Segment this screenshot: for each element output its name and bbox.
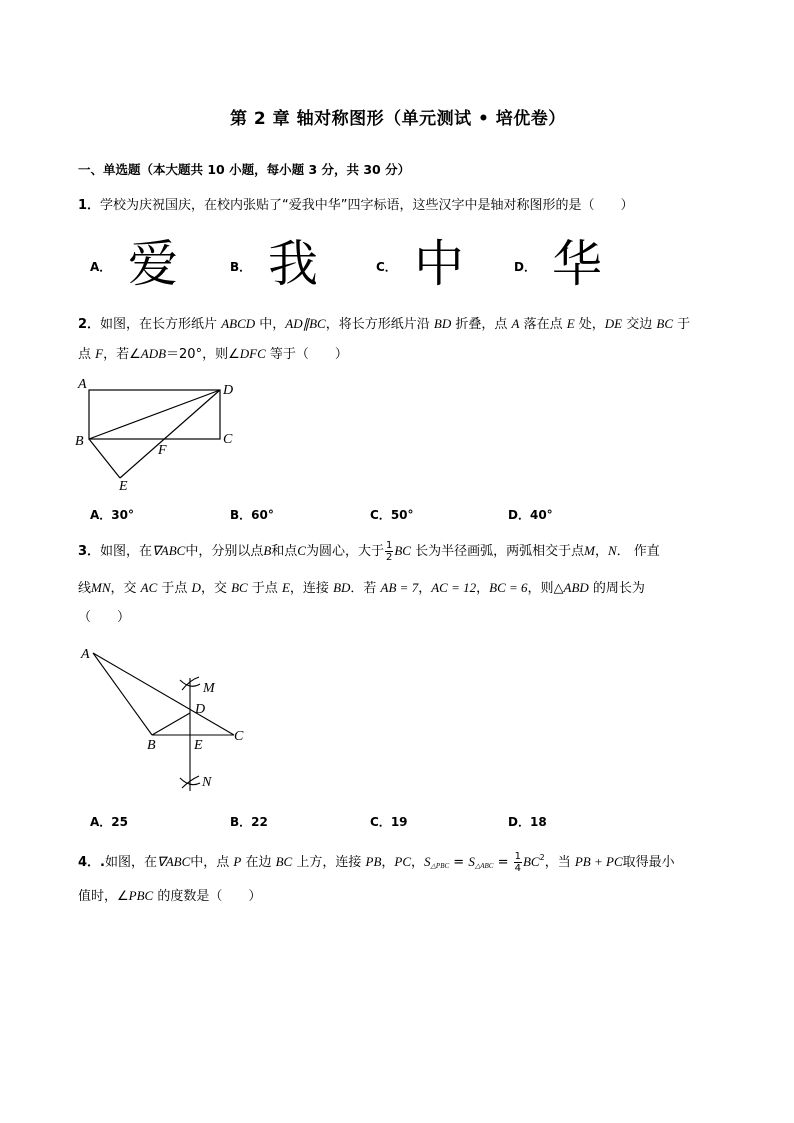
text-run: ．若 <box>350 581 381 596</box>
option-a[interactable] <box>90 813 128 830</box>
text-run: 中，分别以点 <box>185 544 264 559</box>
text-run: ，交 <box>110 581 141 596</box>
question-number: 2． <box>78 317 101 332</box>
math-var: BC <box>275 854 293 869</box>
math-var: BD <box>433 316 452 331</box>
math-var: S <box>424 854 431 869</box>
question-3-line-2 <box>78 578 645 599</box>
math-var: F <box>95 346 104 361</box>
math-var: C <box>297 543 306 558</box>
question-3-figure <box>72 638 262 798</box>
text-run: 为圆心，大于 <box>305 544 384 559</box>
math-var: PB <box>365 854 382 869</box>
math-var: BC <box>656 316 674 331</box>
text-run: 交边 <box>622 317 657 332</box>
text-run: 于 <box>673 317 691 332</box>
text-run: 的周长为 <box>588 581 645 596</box>
math-var: D <box>191 580 201 595</box>
text-run: 在边 <box>241 855 276 870</box>
math-var: S <box>468 854 475 869</box>
text-run: 值时，∠ <box>78 889 129 904</box>
text-run: ， <box>594 544 608 559</box>
question-number: 3． <box>78 544 101 559</box>
text-run: ，当 <box>544 855 575 870</box>
math-var: BC <box>522 854 540 869</box>
text-run: 中， <box>255 317 286 332</box>
fraction-one-quarter <box>514 851 522 874</box>
option-label: B． <box>230 508 252 522</box>
segment-ed <box>120 390 220 478</box>
text-run: 长为半径画弧，两弧相交于点 <box>410 544 585 559</box>
math-var: ∇ABC <box>152 543 186 558</box>
math-subscript: △PBC <box>430 862 450 870</box>
option-d[interactable] <box>508 506 553 523</box>
text-run: ，则△ <box>527 581 564 596</box>
option-b-label[interactable]: B． <box>230 260 252 274</box>
math-var: B <box>263 543 272 558</box>
math-var: AD∥BC <box>285 316 326 331</box>
question-2-line-2 <box>78 344 348 365</box>
option-value: 60° <box>251 508 274 522</box>
label-a: A <box>81 647 90 662</box>
text-run: = <box>493 855 513 870</box>
option-c-char: 中 <box>414 235 464 293</box>
text-run: 如图，在 <box>100 544 153 559</box>
text-run: ， <box>418 581 432 596</box>
math-var: BC <box>394 543 411 558</box>
text-run: 如图，在长方形纸片 <box>100 317 222 332</box>
option-d[interactable] <box>508 813 547 830</box>
text-run: 折叠，点 <box>451 317 512 332</box>
option-b[interactable] <box>230 813 268 830</box>
option-label: D． <box>508 508 530 522</box>
label-d: D <box>195 702 206 717</box>
math-subscript: △ABC <box>474 862 494 870</box>
segment-be <box>89 439 120 478</box>
option-d-char: 华 <box>552 235 602 293</box>
fraction-denominator: 2 <box>385 552 393 563</box>
option-value: 19 <box>390 815 408 829</box>
option-value: 30° <box>111 508 134 522</box>
option-c-label[interactable]: C． <box>376 260 397 274</box>
question-4-line-2 <box>78 886 261 907</box>
math-var: E <box>281 580 290 595</box>
math-var: BD <box>333 580 351 595</box>
option-label: B． <box>230 815 252 829</box>
text-run: ，连接 <box>289 581 334 596</box>
math-superscript: 2 <box>539 853 545 862</box>
text-run: 取得最小 <box>622 855 675 870</box>
text-run: 如图，在 <box>104 855 157 870</box>
page-title: 第 2 章 轴对称图形（单元测试 • 培优卷） <box>230 109 566 129</box>
option-value: 40° <box>529 508 553 522</box>
question-3-options <box>90 813 710 831</box>
math-var: DFC <box>239 346 266 361</box>
text-run: 落在点 <box>519 317 567 332</box>
fold-line-bd <box>89 390 220 439</box>
math-var: M <box>584 543 595 558</box>
segment-ab <box>93 653 152 735</box>
option-value: 25 <box>111 815 128 829</box>
math-var: BC = 6 <box>489 580 528 595</box>
text-run: 的度数是（ ） <box>153 889 262 904</box>
math-var: AB = 7 <box>380 580 419 595</box>
text-run: 上方，连接 <box>292 855 366 870</box>
question-3-line-3: （ ） <box>78 610 131 625</box>
text-run: 处， <box>574 317 605 332</box>
option-d-label[interactable]: D． <box>514 260 536 274</box>
math-var: MN <box>91 580 111 595</box>
label-d: D <box>223 383 234 398</box>
math-var: ABD <box>563 580 589 595</box>
math-var: ADB <box>140 346 167 361</box>
math-var: A <box>511 316 520 331</box>
question-number: 1． <box>78 198 101 213</box>
option-a-char: 爱 <box>128 235 178 293</box>
label-n: N <box>202 775 212 790</box>
label-m: M <box>203 681 215 696</box>
option-value: 22 <box>251 815 268 829</box>
label-e: E <box>194 738 203 753</box>
math-var: P <box>233 854 242 869</box>
math-var: ∇ABC <box>157 854 191 869</box>
math-var: AC <box>140 580 158 595</box>
question-3-line-1 <box>78 540 660 563</box>
text-run: ＝20°，则∠ <box>166 347 240 362</box>
text-run: 点 <box>78 347 96 362</box>
fraction-one-half <box>385 540 393 563</box>
text-run: ， <box>411 855 425 870</box>
text-run: ． 作直 <box>616 544 660 559</box>
option-label: C． <box>370 815 391 829</box>
question-number: 4．. <box>78 855 105 870</box>
option-value: 50° <box>390 508 414 522</box>
fraction-numerator: 1 <box>385 540 393 551</box>
label-a: A <box>78 377 87 392</box>
fraction-numerator: 1 <box>514 851 521 862</box>
text-run: ， <box>381 855 395 870</box>
math-var: BC <box>231 580 248 595</box>
math-var: PC <box>394 854 412 869</box>
math-var: ABCD <box>221 316 256 331</box>
question-2-line-1 <box>78 314 690 335</box>
option-label: C． <box>370 508 391 522</box>
segment-bd <box>152 713 190 735</box>
text-run: 等于（ ） <box>265 347 348 362</box>
text-run: ，交 <box>200 581 232 596</box>
label-b: B <box>147 738 156 753</box>
text-run: 中，点 <box>190 855 234 870</box>
label-f: F <box>158 443 167 458</box>
question-1-options <box>90 236 710 292</box>
math-var: PBC <box>128 888 154 903</box>
question-1-stem: 学校为庆祝国庆，在校内张贴了“爱我中华”四字标语，这些汉字中是轴对称图形的是（ ） <box>100 198 634 213</box>
option-a-label[interactable]: A． <box>90 260 112 274</box>
math-var: DE <box>604 316 623 331</box>
label-c: C <box>234 729 244 744</box>
math-var: N <box>607 543 617 558</box>
question-2-figure <box>70 372 250 496</box>
option-c[interactable] <box>370 813 408 830</box>
option-value: 18 <box>529 815 547 829</box>
option-b[interactable] <box>230 506 274 523</box>
option-c[interactable] <box>370 506 414 523</box>
text-run: 线 <box>78 581 92 596</box>
option-a[interactable] <box>90 506 134 523</box>
option-b-char: 我 <box>268 235 318 293</box>
label-c: C <box>223 432 233 447</box>
text-run: 于点 <box>157 581 192 596</box>
text-run: ， <box>476 581 490 596</box>
label-e: E <box>119 479 128 494</box>
math-var: PB + PC <box>574 854 623 869</box>
label-b: B <box>75 434 84 449</box>
option-label: A． <box>90 508 112 522</box>
text-run: 于点 <box>247 581 282 596</box>
math-var: AC = 12 <box>431 580 477 595</box>
text-run: ，若∠ <box>103 347 141 362</box>
math-var: E <box>566 316 575 331</box>
text-run: 和点 <box>271 544 298 559</box>
question-4-line-1 <box>78 847 675 877</box>
text-run: ，将长方形纸片沿 <box>325 317 434 332</box>
question-2-options <box>90 506 710 524</box>
option-label: D． <box>508 815 530 829</box>
option-label: A． <box>90 815 112 829</box>
question-1-text <box>78 196 634 216</box>
text-run: = <box>449 855 469 870</box>
fraction-denominator: 4 <box>514 863 521 874</box>
section-header: 一、单选题（本大题共 10 小题，每小题 3 分，共 30 分） <box>78 162 411 177</box>
